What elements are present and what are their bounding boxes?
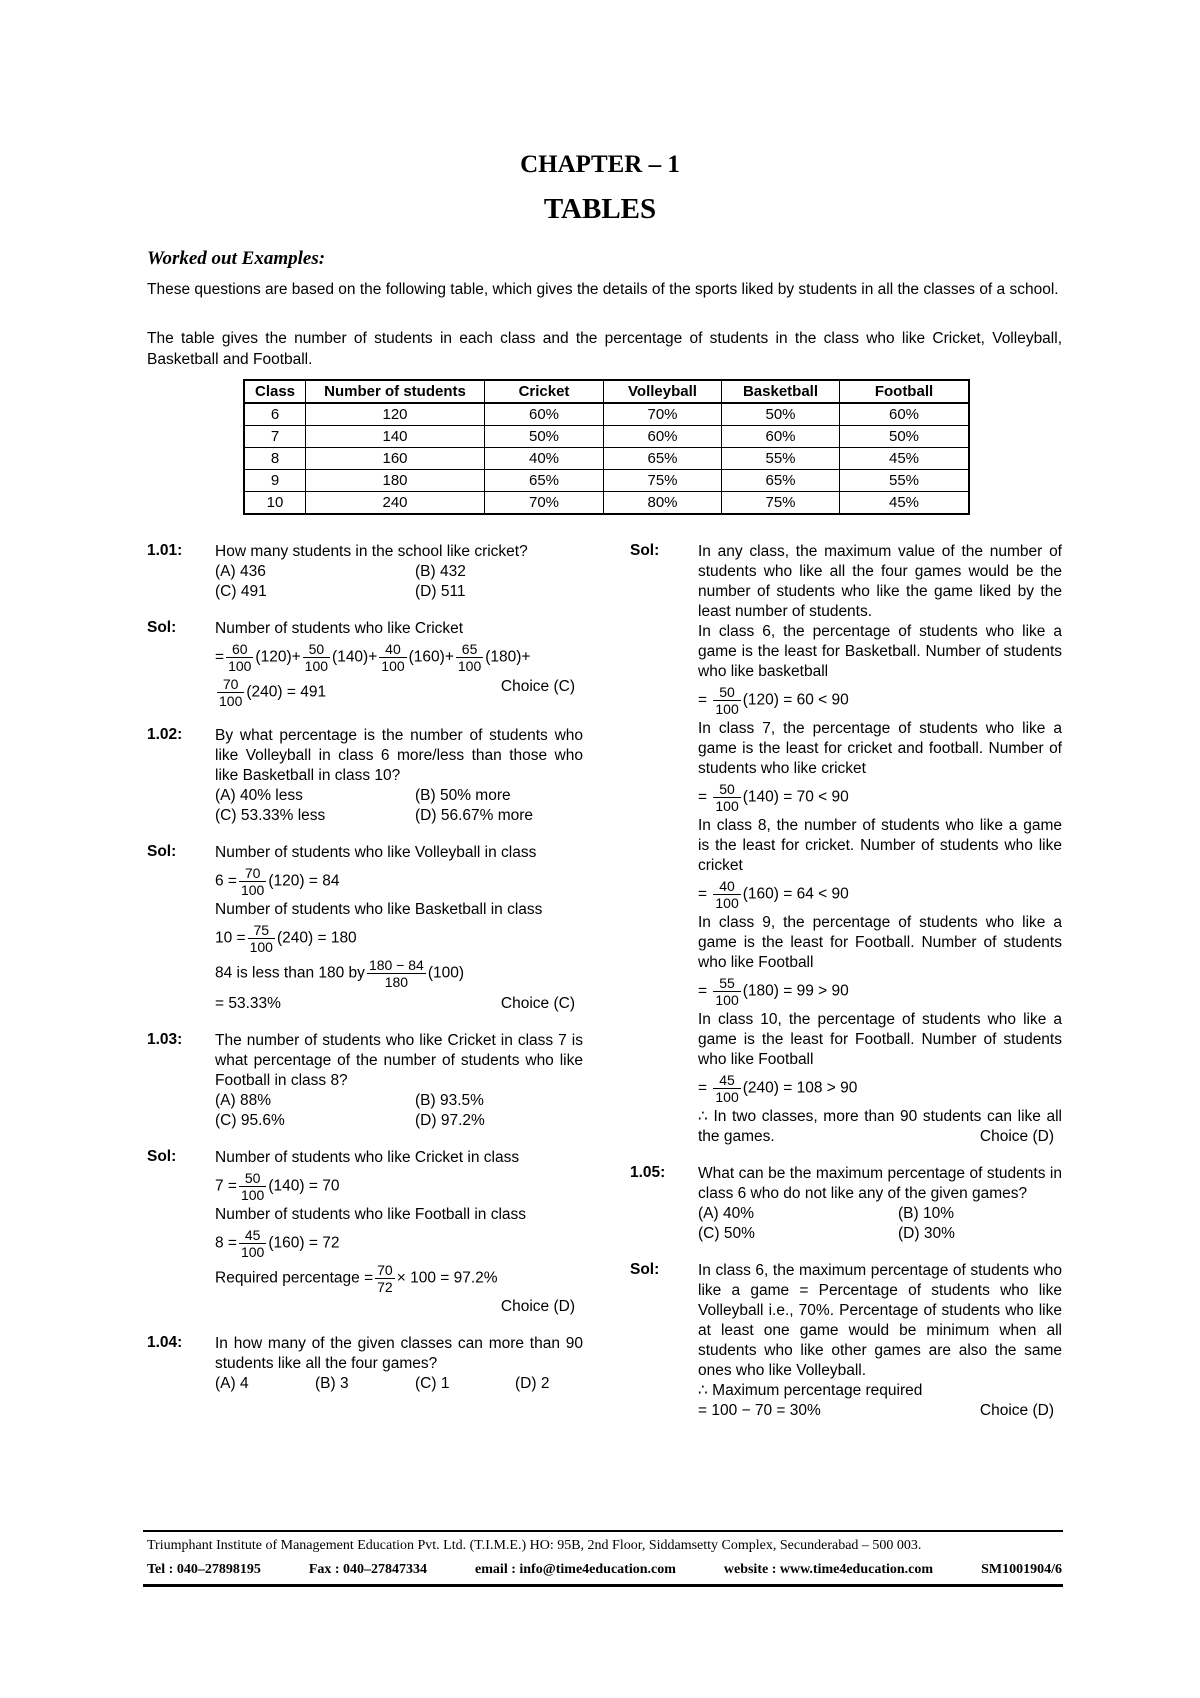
equation-term: (180) = 99 > 90 — [742, 982, 849, 1000]
fraction-numerator: 45 — [713, 1072, 740, 1089]
equation-term: (160)+ — [408, 648, 454, 666]
table-cell: 10 — [244, 492, 306, 515]
solution-text: In class 8, the number of students who like a game is the least for cricket. Number of students who like cricket — [698, 817, 1062, 874]
option-b: (B) 50% more — [415, 787, 511, 804]
fraction-denominator: 180 — [384, 974, 409, 990]
table-cell: 75% — [604, 470, 722, 492]
solution-label: Sol: — [147, 1148, 177, 1165]
equation-term: = — [698, 788, 708, 806]
solution-result: = 100 − 70 = 30% — [698, 1402, 821, 1419]
solution-text: Number of students who like Cricket — [215, 620, 464, 637]
table-cell: 65% — [604, 448, 722, 470]
question-text: How many students in the school like cricket? — [215, 543, 528, 560]
footer-contacts — [147, 1561, 1062, 1578]
fraction-denominator: 100 — [715, 701, 739, 717]
table-header-row — [244, 380, 969, 403]
fraction-numerator: 50 — [303, 641, 330, 658]
solution-text: In class 6, the percentage of students who like a game is the least for Basketball. Number of students who like basketball — [698, 623, 1062, 680]
table-cell: 6 — [244, 403, 306, 426]
chapter-heading: CHAPTER – 1 — [520, 151, 680, 178]
fraction-denominator: 100 — [219, 693, 243, 709]
footer-bottom-divider — [143, 1584, 1063, 1587]
table-row — [244, 492, 969, 515]
solution-1-01: Sol: Number of students who like Cricket = $\frac{60}{100}$ (120)+ $\frac{50}{100}$ (140)+ $\frac{40}{100}$ (160)+ $\frac{65}{100}$ (180)+ $\frac{70}{100}$ (240) = 491 Choice (C) — [147, 619, 583, 709]
col-header-volleyball: Volleyball — [604, 380, 722, 403]
footer-email: email : info@time4education.com — [475, 1562, 676, 1577]
fraction-denominator: 100 — [240, 882, 265, 898]
equation-term: (140) = 70 — [268, 1177, 340, 1195]
equation-term: (120)+ — [255, 648, 301, 666]
option-a: (A) 88% — [215, 1092, 271, 1109]
solution-text: In class 7, the percentage of students who like a game is the least for cricket and football. Number of students who like cricket — [698, 720, 1062, 777]
question-1-02 — [147, 726, 583, 826]
footer-address: Triumphant Institute of Management Education Pvt. Ltd. (T.I.M.E.) HO: 95B, 2nd Floor, Siddamsetty Complex, Secunderabad – 500 003. — [147, 1538, 922, 1553]
solution-label: Sol: — [147, 843, 177, 860]
equation-term: (160) = 72 — [268, 1234, 340, 1252]
option-c: (C) 491 — [215, 583, 267, 600]
table-cell: 160 — [306, 448, 485, 470]
equation-term: (120) = 84 — [268, 872, 340, 890]
fraction-numerator: 40 — [713, 878, 740, 895]
question-text: In how many of the given classes can more than 90 students like all the four games? — [215, 1335, 583, 1372]
question-number: 1.03: — [147, 1031, 183, 1048]
intro-paragraph-1: These questions are based on the following table, which gives the details of the sports liked by students in all the classes of a school. — [147, 281, 1059, 298]
question-text: The number of students who like Cricket in class 7 is what percentage of the number of students who like Football in class 8? — [215, 1032, 583, 1089]
answer-choice: Choice (D) — [500, 1298, 575, 1315]
table-cell: 140 — [306, 426, 485, 448]
option-b: (B) 10% — [898, 1205, 954, 1222]
fraction-numerator: 65 — [456, 641, 483, 658]
table-cell: 60% — [840, 403, 970, 426]
table-cell: 65% — [485, 470, 604, 492]
equation-term: = — [698, 1079, 708, 1097]
table-cell: 180 — [306, 470, 485, 492]
fraction-numerator: 60 — [226, 641, 253, 658]
equation-term: (120) = 60 < 90 — [742, 691, 849, 709]
table-cell: 60% — [722, 426, 840, 448]
equation-term: 7 = — [215, 1177, 237, 1195]
equation-term: × 100 = 97.2% — [396, 1269, 498, 1287]
fraction-numerator: 50 — [713, 684, 740, 701]
equation-term: (240) = 108 > 90 — [742, 1079, 858, 1097]
table-cell: 8 — [244, 448, 306, 470]
footer-website: website : www.time4education.com — [723, 1562, 934, 1577]
col-header-cricket: Cricket — [485, 380, 604, 403]
fraction-denominator: 100 — [240, 1187, 265, 1203]
right-column — [630, 542, 1062, 1438]
col-header-students: Number of students — [306, 380, 485, 403]
solution-1-03 — [147, 1148, 583, 1317]
table-cell: 50% — [485, 426, 604, 448]
solution-label: Sol: — [630, 542, 660, 559]
solution-text: Number of students who like Cricket in class — [215, 1149, 520, 1166]
fraction-numerator: 70 — [377, 1262, 393, 1278]
question-1-01 — [147, 542, 583, 602]
fraction-denominator: 100 — [457, 658, 482, 674]
solution-1-05 — [630, 1261, 1062, 1421]
table-cell: 45% — [840, 448, 970, 470]
table-row — [244, 448, 969, 470]
table-cell: 7 — [244, 426, 306, 448]
footer-divider — [143, 1530, 1063, 1532]
question-number: 1.01: — [147, 542, 183, 559]
solution-label: Sol: — [630, 1261, 660, 1278]
table-cell: 75% — [722, 492, 840, 515]
question-number: 1.02: — [147, 726, 183, 743]
option-c: (C) 1 — [415, 1375, 450, 1392]
equation-term: 84 is less than 180 by — [215, 964, 365, 982]
solution-1-02 — [147, 843, 583, 1014]
equation-term: (240) = 491 — [246, 683, 327, 701]
option-d: (D) 511 — [415, 583, 466, 600]
table-cell: 70% — [485, 492, 604, 515]
fraction-numerator: 45 — [239, 1227, 266, 1244]
fraction-denominator: 100 — [304, 658, 329, 674]
equation-term: (140)+ — [332, 648, 378, 666]
fraction-denominator: 100 — [715, 895, 739, 911]
option-c: (C) 50% — [698, 1225, 755, 1242]
fraction-denominator: 100 — [240, 1244, 265, 1260]
table-cell: 65% — [722, 470, 840, 492]
page-title: TABLES — [543, 193, 657, 225]
fraction-numerator: 50 — [713, 781, 740, 798]
option-b: (B) 432 — [415, 563, 466, 580]
solution-text: Number of students who like Football in class — [215, 1206, 527, 1223]
option-a: (A) 40% less — [215, 787, 303, 804]
table-cell: 120 — [306, 403, 485, 426]
intro-paragraph-2: The table gives the number of students in each class and the percentage of students in the class who like Cricket, Volleyball, Basketball and Football. — [147, 330, 1062, 368]
fraction-denominator: 100 — [228, 658, 252, 674]
option-d: (D) 97.2% — [415, 1112, 485, 1129]
equation-term: (140) = 70 < 90 — [742, 788, 849, 806]
solution-text: In class 10, the percentage of students who like a game is the least for Football. Number of students who like Football — [698, 1011, 1062, 1068]
solution-text: In any class, the maximum value of the number of students who like all the four games would be the number of students who like the game liked by the least number of students. — [698, 543, 1062, 620]
option-b: (B) 93.5% — [415, 1092, 484, 1109]
solution-text: In class 9, the percentage of students who like a game is the least for Football. Number of students who like Football — [698, 914, 1062, 971]
table-row — [244, 470, 969, 492]
fraction-denominator: 100 — [715, 1089, 739, 1105]
sports-table — [243, 379, 970, 515]
option-a: (A) 436 — [215, 563, 266, 580]
table-row — [244, 426, 969, 448]
footer-fax: Fax : 040–27847334 — [308, 1562, 428, 1577]
table-cell: 70% — [604, 403, 722, 426]
col-header-basketball: Basketball — [722, 380, 840, 403]
table-cell: 80% — [604, 492, 722, 515]
fraction-numerator: 40 — [379, 641, 406, 658]
answer-choice: Choice (D) — [979, 1128, 1054, 1145]
question-number: 1.05: — [630, 1164, 666, 1181]
fraction-denominator: 100 — [715, 992, 739, 1008]
option-c: (C) 53.33% less — [215, 807, 326, 824]
solution-1-04 — [630, 542, 1062, 1147]
question-1-05 — [630, 1164, 1062, 1244]
fraction-denominator: 72 — [377, 1279, 393, 1295]
equation-term: = — [698, 885, 708, 903]
fraction-numerator: 55 — [713, 975, 740, 992]
table-cell: 60% — [485, 403, 604, 426]
solution-text: In class 6, the maximum percentage of students who like a game = Percentage of students who like Volleyball i.e., 70%. Percentage of students who like at least one game would be minimum when all students who like other games are also the same ones who like Volleyball. — [698, 1262, 1062, 1379]
option-b: (B) 3 — [315, 1375, 349, 1392]
question-text: What can be the maximum percentage of students in class 6 who do not like any of the given games? — [698, 1165, 1062, 1202]
fraction-denominator: 100 — [381, 658, 405, 674]
fraction-numerator: 70 — [217, 676, 244, 693]
table-cell: 50% — [722, 403, 840, 426]
equation-term: (160) = 64 < 90 — [742, 885, 849, 903]
solution-result: = 53.33% — [215, 995, 281, 1012]
table-cell: 45% — [840, 492, 970, 515]
fraction-numerator: 75 — [248, 922, 275, 939]
fraction-numerator: 180 − 84 — [368, 957, 424, 973]
col-header-class: Class — [244, 380, 306, 403]
equation-term: (180)+ — [485, 648, 531, 666]
solution-conclusion: ∴ In two classes, more than 90 students can like all the games. — [698, 1108, 1062, 1145]
option-d: (D) 30% — [898, 1225, 955, 1242]
table-row — [244, 403, 969, 426]
equation-term: (240) = 180 — [276, 929, 357, 947]
equation-term: = — [698, 691, 708, 709]
solution-text: Number of students who like Basketball in class — [215, 901, 543, 918]
question-text: By what percentage is the number of students who like Volleyball in class 6 more/less than those who like Basketball in class 10? — [215, 727, 583, 784]
fraction-numerator: 50 — [239, 1170, 266, 1187]
question-1-04 — [147, 1334, 583, 1394]
table-cell: 9 — [244, 470, 306, 492]
solution-text: ∴ Maximum percentage required — [698, 1382, 923, 1399]
col-header-football: Football — [840, 380, 970, 403]
table-cell: 55% — [722, 448, 840, 470]
solution-label: Sol: — [147, 619, 177, 636]
equation-term: (100) — [427, 964, 465, 982]
table-cell: 240 — [306, 492, 485, 515]
equation-term: Required percentage = — [215, 1269, 374, 1287]
equation-term: = — [698, 982, 708, 1000]
option-c: (C) 95.6% — [215, 1112, 285, 1129]
solution-text: Number of students who like Volleyball in class — [215, 844, 537, 861]
answer-choice: Choice (D) — [979, 1402, 1054, 1419]
answer-choice: Choice (C) — [500, 995, 575, 1012]
option-a: (A) 40% — [698, 1205, 754, 1222]
fraction-denominator: 100 — [715, 798, 739, 814]
answer-choice: Choice (C) — [500, 678, 575, 695]
left-column — [147, 542, 583, 1411]
fraction-denominator: 100 — [249, 939, 273, 955]
equation-term: 10 = — [215, 929, 246, 947]
equation-term: 8 = — [215, 1234, 237, 1252]
question-1-03 — [147, 1031, 583, 1131]
option-d: (D) 2 — [515, 1375, 550, 1392]
table-cell: 55% — [840, 470, 970, 492]
table-cell: 40% — [485, 448, 604, 470]
question-number: 1.04: — [147, 1334, 183, 1351]
section-heading: Worked out Examples: — [147, 248, 326, 269]
option-d: (D) 56.67% more — [415, 807, 534, 824]
table-cell: 60% — [604, 426, 722, 448]
table-cell: 50% — [840, 426, 970, 448]
footer-code: SM1001904/6 — [981, 1562, 1062, 1577]
equation-term: 6 = — [215, 872, 237, 890]
fraction-numerator: 70 — [239, 865, 266, 882]
footer-tel: Tel : 040–27898195 — [147, 1562, 261, 1577]
option-a: (A) 4 — [215, 1375, 249, 1392]
